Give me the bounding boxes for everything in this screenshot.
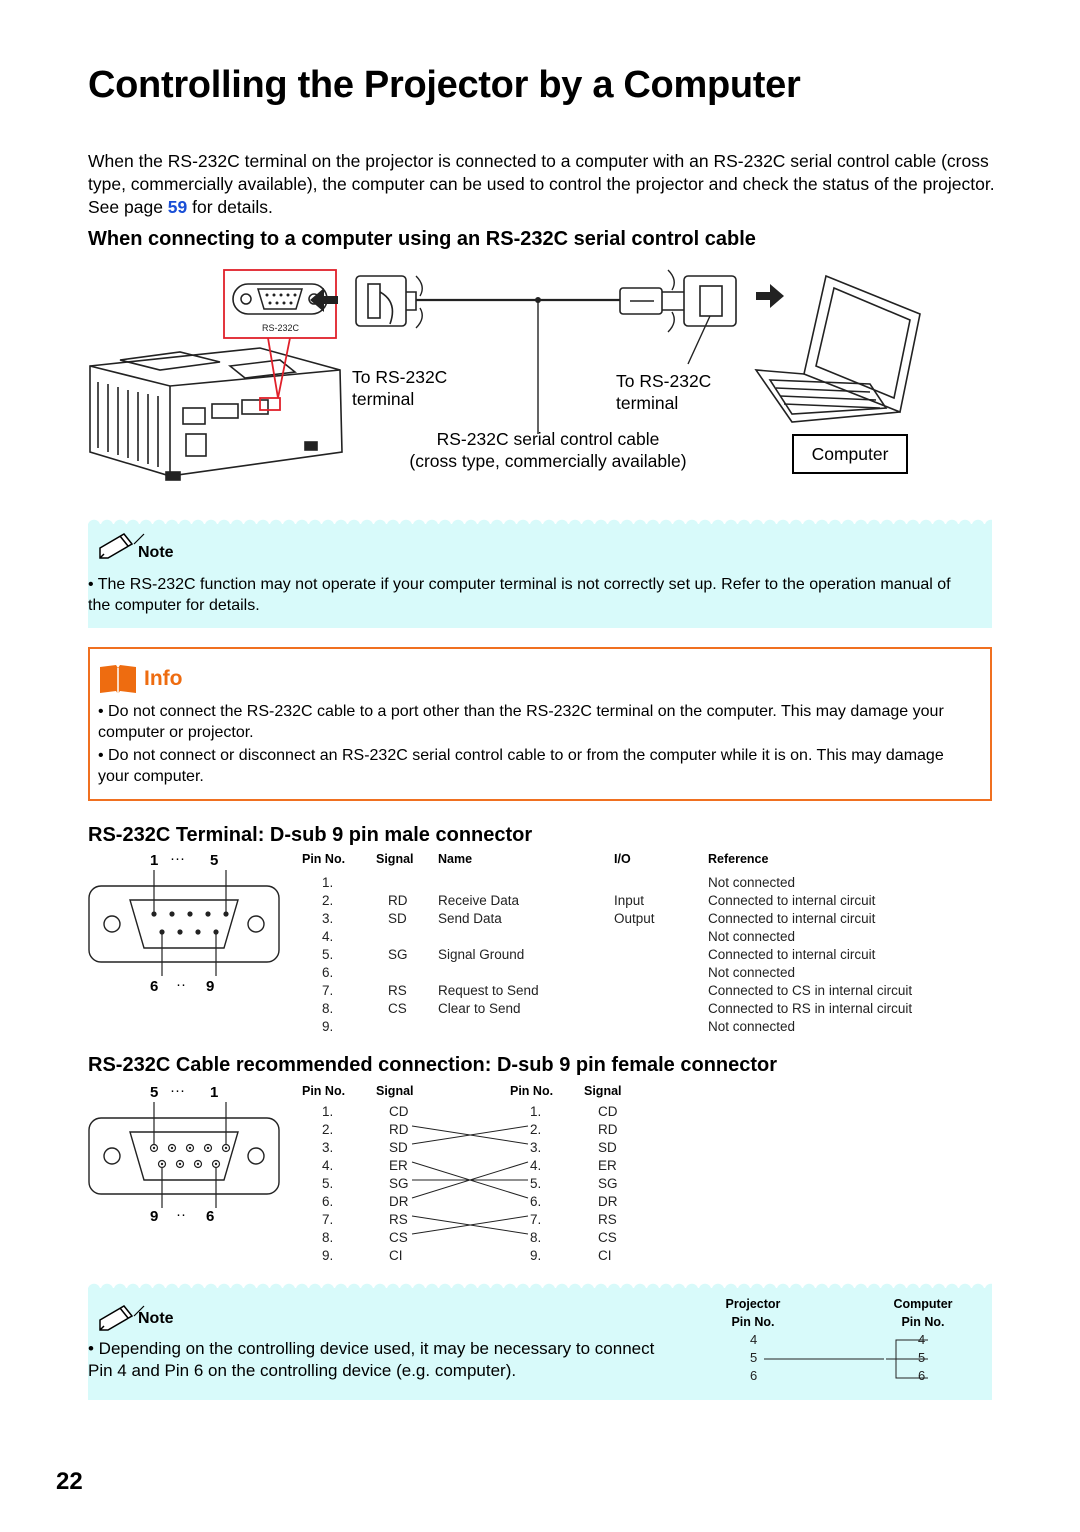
signal-cell: [376, 1018, 438, 1036]
left-terminal-line1: To RS-232C: [352, 367, 448, 387]
note1-heading: Note: [138, 544, 174, 561]
io-cell: Output: [614, 911, 655, 926]
page-number: 22: [56, 1468, 83, 1495]
projector-pin: 6: [750, 1368, 758, 1383]
info-heading: Info: [144, 667, 183, 690]
cable-right-pin: 8.: [530, 1230, 542, 1245]
io-cell: [614, 946, 708, 964]
io-cell: [614, 982, 708, 1000]
cable-left-signal: CD: [389, 1104, 409, 1119]
cable-right-signal: RS: [598, 1212, 617, 1227]
reference-cell: Connected to RS in internal circuit: [708, 1001, 913, 1016]
female-bottom-left-num: 9: [150, 1208, 159, 1225]
intro-text: When the RS-232C terminal on the projector is connected to a computer with an RS-232C serial control cable (cross type, commercially available), the computer can be used to control the projector and check the status of the projector. See page: [88, 151, 995, 217]
projector-pin-header-line1: Projector: [725, 1297, 781, 1311]
cable-right-signal: CD: [598, 1104, 618, 1119]
page-link[interactable]: 59: [167, 197, 188, 217]
male-bottom-left-num: 6: [150, 978, 159, 995]
pin-no-cell: 3.: [322, 911, 334, 926]
name-cell: Clear to Send: [438, 1001, 521, 1016]
male-top-right-num: 5: [210, 852, 219, 869]
name-cell: [438, 874, 614, 892]
intro-text-end: for details.: [187, 197, 273, 217]
computer-pin: 5: [918, 1350, 926, 1365]
table-row: [302, 892, 962, 910]
jumper-diagram: [760, 1332, 930, 1392]
reference-cell: Connected to internal circuit: [708, 893, 876, 908]
female-bottom-dots: ··: [176, 1206, 186, 1223]
name-cell: [438, 928, 614, 946]
male-top-left-num: 1: [150, 852, 159, 869]
computer-pin-header-line1: Computer: [893, 1297, 953, 1311]
name-cell: Request to Send: [438, 983, 539, 998]
name-cell: Receive Data: [438, 893, 520, 908]
note2-text: • Depending on the controlling device used, it may be necessary to connect Pin 4 and Pin 6 on the controlling device (e.g. computer).: [88, 1339, 655, 1380]
female-bottom-right-num: 6: [206, 1208, 215, 1225]
cable-label-line1: RS-232C serial control cable: [436, 429, 660, 449]
male-connector-diagram: [88, 870, 282, 976]
cable-left-pin-header: Pin No.: [302, 1084, 346, 1098]
cable-right-signal: ER: [598, 1158, 617, 1173]
cable-right-signal: SG: [598, 1176, 618, 1191]
female-connector-diagram: [88, 1102, 282, 1208]
cable-left-pin: 4.: [322, 1158, 334, 1173]
cable-label-line2: (cross type, commercially available): [409, 451, 687, 471]
pin-no-cell: 6.: [322, 965, 334, 980]
cable-left-pin: 8.: [322, 1230, 334, 1245]
cable-heading: RS-232C Cable recommended connection: D-sub 9 pin female connector: [88, 1054, 778, 1076]
cable-left-signal: SG: [389, 1176, 409, 1191]
signal-cell: [376, 964, 438, 982]
col-pin-no: Pin No.: [302, 852, 346, 866]
name-cell: Send Data: [438, 911, 502, 926]
col-reference: Reference: [708, 852, 769, 866]
cable-right-pin: 4.: [530, 1158, 542, 1173]
left-plug-icon: [356, 276, 422, 328]
table-row: [302, 874, 962, 892]
pin-no-cell: 1.: [322, 875, 334, 890]
cable-left-pin: 7.: [322, 1212, 334, 1227]
info-box: [88, 647, 992, 801]
cable-right-signal: CS: [598, 1230, 617, 1245]
table-row: [302, 982, 962, 1000]
col-io: I/O: [614, 852, 631, 866]
computer-pin-header: [870, 1295, 976, 1331]
signal-cell: SG: [388, 947, 408, 962]
signal-cell: CS: [388, 1001, 407, 1016]
note-box-1: [88, 524, 992, 628]
left-terminal-label: [352, 366, 447, 410]
table-header-row: [302, 852, 962, 874]
computer-label: Computer: [792, 434, 908, 474]
reference-cell: Not connected: [708, 875, 796, 890]
cable-right-signal-header: Signal: [584, 1084, 622, 1098]
reference-cell: Not connected: [708, 1019, 796, 1034]
pin-no-cell: 2.: [322, 893, 334, 908]
cable-left-signal: RS: [389, 1212, 408, 1227]
pin-no-cell: 7.: [322, 983, 334, 998]
cable-left-signal-header: Signal: [376, 1084, 414, 1098]
connection-heading: When connecting to a computer using an RS-232C serial control cable: [88, 228, 756, 250]
projector-pin: 4: [750, 1332, 758, 1347]
cable-left-signal: SD: [389, 1140, 408, 1155]
note-box-2: [88, 1288, 992, 1400]
info-item-1: • Do not connect the RS-232C cable to a port other than the RS-232C terminal on the computer. This may damage your computer or projector.: [98, 703, 944, 741]
io-cell: Input: [614, 893, 645, 908]
info-item-2: • Do not connect or disconnect an RS-232C serial control cable to or from the computer while it is on. This may damage your computer.: [98, 747, 944, 785]
computer-pin-header-line2: Pin No.: [901, 1315, 945, 1329]
cable-right-signal: CI: [598, 1248, 612, 1263]
pin-no-cell: 9.: [322, 1019, 334, 1034]
cable-right-pin: 3.: [530, 1140, 542, 1155]
intro-paragraph: [88, 150, 998, 219]
projector-illustration: [90, 348, 342, 480]
right-arrow-icon: [756, 284, 784, 308]
table-row: [302, 1000, 962, 1018]
right-plug-icon: [620, 270, 736, 364]
reference-cell: Connected to internal circuit: [708, 947, 876, 962]
book-icon: [98, 663, 138, 695]
cable-left-signal: DR: [389, 1194, 409, 1209]
cable-left-pin: 2.: [322, 1122, 334, 1137]
female-top-dots: ···: [170, 1082, 185, 1099]
signal-cell: RS: [388, 983, 407, 998]
reference-cell: Not connected: [708, 929, 796, 944]
note2-heading: Note: [138, 1310, 174, 1327]
terminal-pin-table: [302, 852, 962, 1036]
computer-pin: 6: [918, 1368, 926, 1383]
cable-left-pin: 9.: [322, 1248, 334, 1263]
port-label: RS-232C: [262, 323, 300, 333]
cable-right-pin: 1.: [530, 1104, 542, 1119]
computer-pin: 4: [918, 1332, 926, 1347]
cable-label: [388, 428, 708, 472]
cable-left-signal: ER: [389, 1158, 408, 1173]
projector-pin: 5: [750, 1350, 758, 1365]
cable-wiring-diagram: [410, 1104, 540, 1274]
signal-cell: [376, 874, 438, 892]
reference-cell: Not connected: [708, 965, 796, 980]
cable-left-pin: 1.: [322, 1104, 334, 1119]
table-row: [302, 946, 962, 964]
cable-left-pin: 3.: [322, 1140, 334, 1155]
cable-right-signal: RD: [598, 1122, 618, 1137]
table-row: [302, 964, 962, 982]
table-row: [302, 1018, 962, 1036]
pin-no-cell: 5.: [322, 947, 334, 962]
name-cell: Signal Ground: [438, 947, 525, 962]
io-cell: [614, 928, 708, 946]
cable-left-signal: CS: [389, 1230, 408, 1245]
col-signal: Signal: [376, 852, 414, 866]
page-title: Controlling the Projector by a Computer: [88, 64, 801, 106]
cable-right-pin: 9.: [530, 1248, 542, 1263]
reference-cell: Connected to internal circuit: [708, 911, 876, 926]
pin-no-cell: 8.: [322, 1001, 334, 1016]
female-top-left-num: 5: [150, 1084, 159, 1101]
right-terminal-label: [616, 370, 711, 414]
cable-right-pin: 7.: [530, 1212, 542, 1227]
cable-left-signal: RD: [389, 1122, 409, 1137]
projector-pin-header-line2: Pin No.: [731, 1315, 775, 1329]
io-cell: [614, 1018, 708, 1036]
cable-right-pin: 2.: [530, 1122, 542, 1137]
io-cell: [614, 964, 708, 982]
signal-cell: SD: [388, 911, 407, 926]
projector-pin-header: [700, 1295, 806, 1331]
col-name: Name: [438, 852, 473, 866]
cable-left-pin: 5.: [322, 1176, 334, 1191]
terminal-heading: RS-232C Terminal: D-sub 9 pin male connector: [88, 824, 533, 846]
left-terminal-line2: terminal: [352, 389, 415, 409]
cable-left-signal: CI: [389, 1248, 403, 1263]
io-cell: [614, 874, 708, 892]
right-terminal-line1: To RS-232C: [616, 371, 712, 391]
cable-right-signal: DR: [598, 1194, 618, 1209]
right-terminal-line2: terminal: [616, 393, 679, 413]
cable-left-pin: 6.: [322, 1194, 334, 1209]
table-row: [302, 910, 962, 928]
note1-text: • The RS-232C function may not operate if your computer terminal is not correctly set up. Refer to the operation manual of the computer for details.: [88, 576, 951, 614]
male-top-dots: ···: [170, 850, 185, 867]
left-arrow-icon: [310, 288, 338, 312]
table-row: [302, 928, 962, 946]
io-cell: [614, 1000, 708, 1018]
male-bottom-right-num: 9: [206, 978, 215, 995]
cable-right-signal: SD: [598, 1140, 617, 1155]
cable-right-pin-header: Pin No.: [510, 1084, 554, 1098]
cable-right-pin: 6.: [530, 1194, 542, 1209]
reference-cell: Connected to CS in internal circuit: [708, 983, 913, 998]
female-top-right-num: 1: [210, 1084, 219, 1101]
signal-cell: [376, 928, 438, 946]
male-bottom-dots: ··: [176, 976, 186, 993]
name-cell: [438, 1018, 614, 1036]
signal-cell: RD: [388, 893, 408, 908]
cable-right-pin: 5.: [530, 1176, 542, 1191]
pin-no-cell: 4.: [322, 929, 334, 944]
name-cell: [438, 964, 614, 982]
